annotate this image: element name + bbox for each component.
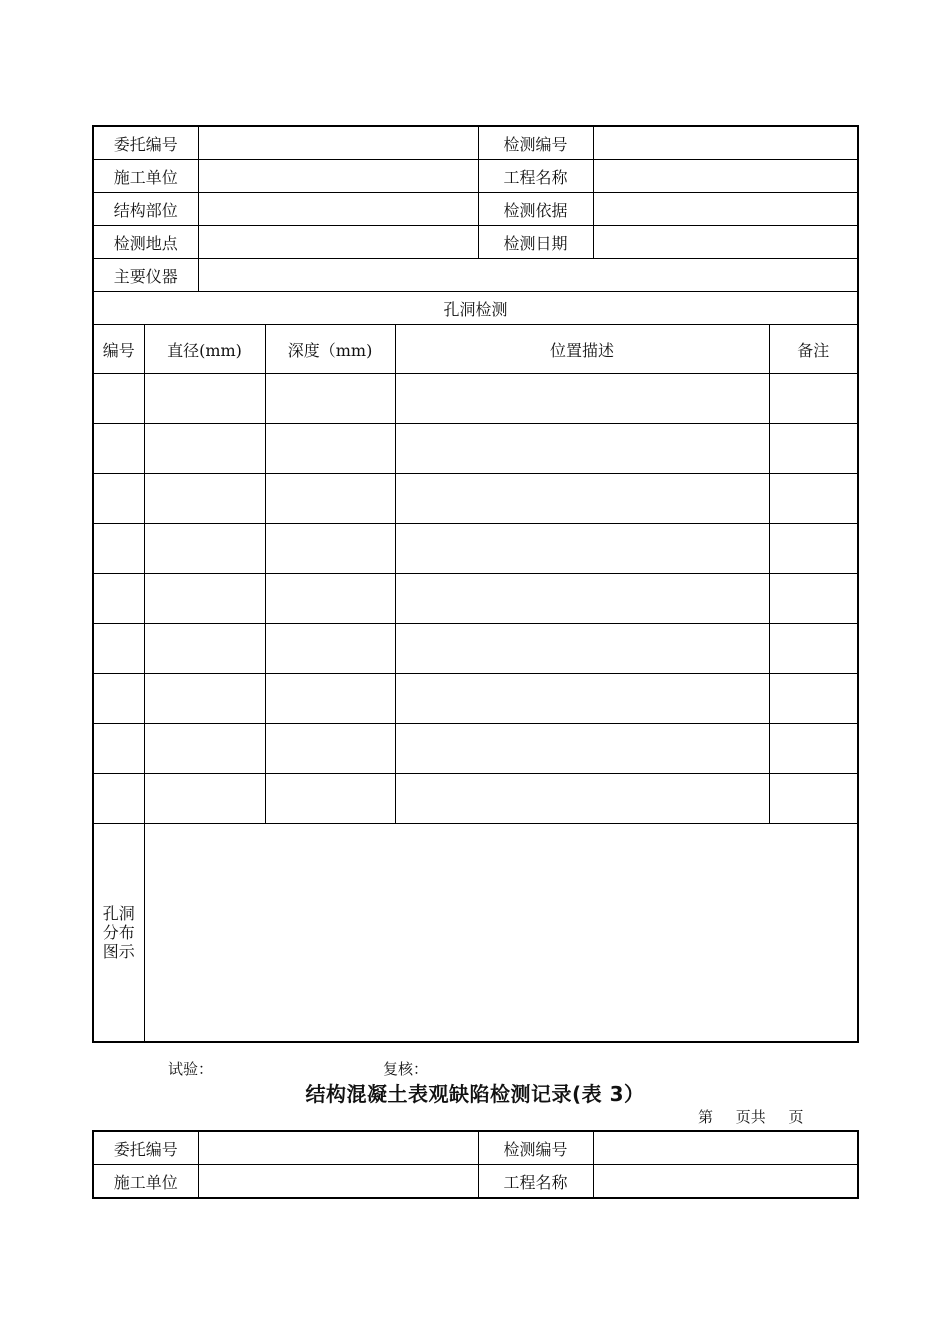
data-cell[interactable]	[265, 474, 395, 524]
diagram-label-text: 孔洞分布图示	[102, 904, 135, 961]
value-cell[interactable]	[593, 126, 858, 160]
data-cell[interactable]	[769, 374, 858, 424]
form-row	[93, 226, 858, 259]
reviewer-signature-label: 复核：	[383, 1060, 429, 1078]
form-label: 检测编号	[478, 126, 593, 160]
data-cell[interactable]	[93, 624, 144, 674]
data-cell[interactable]	[395, 624, 769, 674]
data-cell[interactable]	[144, 724, 265, 774]
data-cell[interactable]	[144, 674, 265, 724]
form-label: 检测日期	[478, 226, 593, 259]
data-cell[interactable]	[769, 674, 858, 724]
value-cell[interactable]	[198, 1165, 478, 1199]
hole-inspection-form	[92, 125, 859, 1043]
data-cell[interactable]	[769, 524, 858, 574]
data-cell[interactable]	[769, 724, 858, 774]
data-cell[interactable]	[144, 374, 265, 424]
diagram-label	[93, 824, 144, 1043]
page-info: 第 页共 页	[698, 1108, 804, 1126]
value-cell[interactable]	[593, 1165, 858, 1199]
data-cell[interactable]	[144, 624, 265, 674]
form-label: 施工单位	[93, 160, 198, 193]
form-row	[93, 1165, 858, 1199]
form-label: 委托编号	[93, 1131, 198, 1165]
data-cell[interactable]	[93, 424, 144, 474]
data-cell[interactable]	[395, 524, 769, 574]
data-cell[interactable]	[395, 724, 769, 774]
value-cell[interactable]	[593, 1131, 858, 1165]
data-cell[interactable]	[265, 724, 395, 774]
form-label: 检测依据	[478, 193, 593, 226]
data-cell[interactable]	[93, 374, 144, 424]
data-cell[interactable]	[769, 474, 858, 524]
value-cell[interactable]	[198, 193, 478, 226]
data-cell[interactable]	[265, 574, 395, 624]
section-title: 孔洞检测	[93, 292, 858, 325]
form-label: 工程名称	[478, 1165, 593, 1199]
data-cell[interactable]	[93, 724, 144, 774]
value-cell[interactable]	[198, 160, 478, 193]
data-cell[interactable]	[144, 774, 265, 824]
column-header-diameter: 直径(mm)	[144, 325, 265, 374]
data-cell[interactable]	[265, 524, 395, 574]
data-cell[interactable]	[395, 674, 769, 724]
form-row	[93, 193, 858, 226]
data-cell[interactable]	[93, 574, 144, 624]
form-title: 结构混凝土表观缺陷检测记录(表 3）	[305, 1082, 645, 1106]
value-cell[interactable]	[593, 193, 858, 226]
form-row	[93, 126, 858, 160]
form-label: 委托编号	[93, 126, 198, 160]
data-cell[interactable]	[395, 774, 769, 824]
column-header-number: 编号	[93, 325, 144, 374]
data-cell[interactable]	[144, 474, 265, 524]
table-row	[93, 374, 858, 424]
column-header-location: 位置描述	[395, 325, 769, 374]
data-cell[interactable]	[93, 474, 144, 524]
form-row	[93, 160, 858, 193]
column-header-depth: 深度（mm)	[265, 325, 395, 374]
form-row	[93, 1131, 858, 1165]
data-cell[interactable]	[93, 524, 144, 574]
table-row	[93, 424, 858, 474]
value-cell[interactable]	[198, 226, 478, 259]
table-row	[93, 724, 858, 774]
form-row	[93, 259, 858, 292]
value-cell[interactable]	[198, 1131, 478, 1165]
defect-record-form	[92, 1130, 859, 1199]
diagram-row	[93, 824, 858, 1043]
form-label: 施工单位	[93, 1165, 198, 1199]
data-cell[interactable]	[265, 424, 395, 474]
diagram-area[interactable]	[144, 824, 858, 1043]
data-cell[interactable]	[395, 424, 769, 474]
form-label: 结构部位	[93, 193, 198, 226]
data-cell[interactable]	[93, 674, 144, 724]
form-label: 检测地点	[93, 226, 198, 259]
table-row	[93, 674, 858, 724]
data-cell[interactable]	[265, 774, 395, 824]
instruments-value-cell[interactable]	[198, 259, 858, 292]
data-cell[interactable]	[395, 574, 769, 624]
table-row	[93, 524, 858, 574]
instruments-label: 主要仪器	[93, 259, 198, 292]
table-header-row	[93, 325, 858, 374]
data-cell[interactable]	[769, 774, 858, 824]
data-cell[interactable]	[769, 624, 858, 674]
data-cell[interactable]	[265, 624, 395, 674]
form-label: 检测编号	[478, 1131, 593, 1165]
value-cell[interactable]	[593, 160, 858, 193]
data-cell[interactable]	[144, 424, 265, 474]
data-cell[interactable]	[395, 474, 769, 524]
data-cell[interactable]	[265, 674, 395, 724]
data-cell[interactable]	[265, 374, 395, 424]
data-cell[interactable]	[93, 774, 144, 824]
section-row	[93, 292, 858, 325]
value-cell[interactable]	[198, 126, 478, 160]
table-row	[93, 774, 858, 824]
data-cell[interactable]	[395, 374, 769, 424]
data-cell[interactable]	[769, 574, 858, 624]
data-cell[interactable]	[144, 524, 265, 574]
tester-signature-label: 试验：	[168, 1060, 214, 1078]
table-row	[93, 474, 858, 524]
value-cell[interactable]	[593, 226, 858, 259]
data-cell[interactable]	[769, 424, 858, 474]
column-header-remarks: 备注	[769, 325, 858, 374]
table-row	[93, 624, 858, 674]
form-label: 工程名称	[478, 160, 593, 193]
table-row	[93, 574, 858, 624]
data-cell[interactable]	[144, 574, 265, 624]
